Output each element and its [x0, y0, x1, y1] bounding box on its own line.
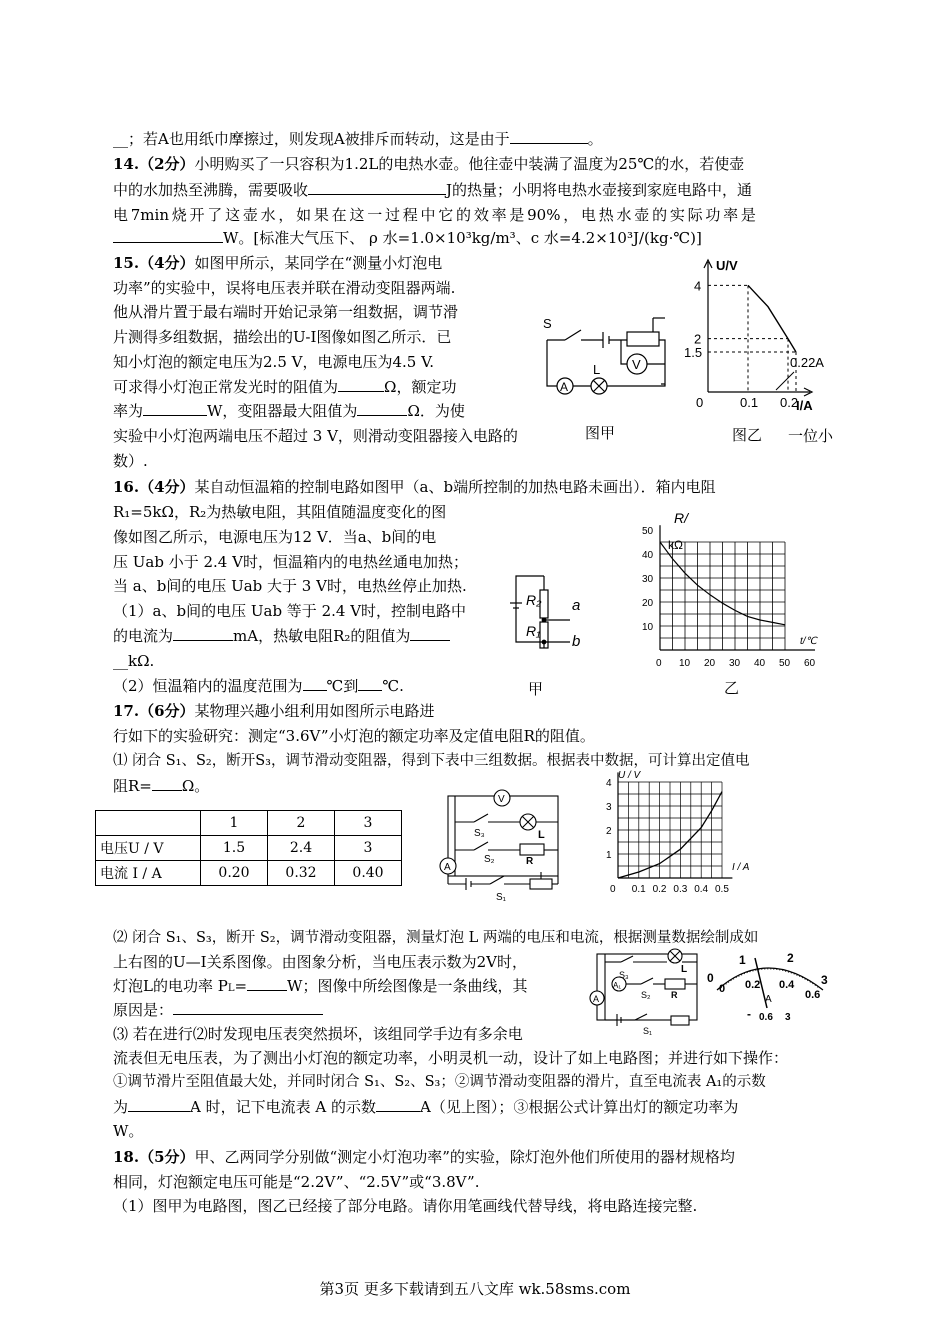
table-cell: 3: [335, 836, 402, 861]
ammeter-label: A: [444, 862, 451, 873]
x-axis-label: I/A: [796, 398, 813, 413]
q17-line-f: 上右图的U—I关系图像。由图象分析，当电压表示数为2V时，: [113, 953, 527, 971]
y-tick-label: 4: [606, 778, 612, 789]
table-cell: 0.40: [335, 861, 402, 886]
x-tick-label: 0.5: [715, 884, 729, 895]
series-line: [748, 285, 796, 352]
lamp-label: L: [593, 362, 601, 377]
blank[interactable]: [358, 676, 382, 691]
q16-graph: [640, 510, 820, 700]
blank[interactable]: [376, 1097, 420, 1112]
scale-label: 0.4: [779, 979, 795, 991]
table-cell: [96, 811, 201, 836]
x-axis-label: I / A: [732, 862, 750, 873]
s3-label: S₃: [474, 828, 485, 839]
q16-fig-yi-label: 乙: [724, 680, 740, 697]
y-tick-label: 40: [642, 550, 654, 561]
q15-fig-yi-label: 图乙: [732, 427, 763, 444]
q15-line-b: 功率”的实验中，误将电压表并联在滑动变阻器两端.: [113, 279, 456, 297]
table-row: [96, 861, 402, 886]
y-tick-label: 1: [606, 850, 612, 861]
table-cell: 2: [268, 811, 335, 836]
q17-line-c: ⑴ 闭合 S₁、S₂，断开S₃，调节滑动变阻器，得到下表中三组数据。根据表中数据，可计算出定值电: [113, 753, 750, 769]
q17-line-k: ①调节滑片至阻值最大处，并同时闭合 S₁、S₂、S₃；②调节滑动变阻器的滑片，直至电流表 A₁的示数: [113, 1074, 766, 1090]
q16-line-i: （2）恒温箱内的温度范围为 ℃到 ℃.: [113, 677, 404, 695]
q16-line-a: 16.（4分）某自动恒温箱的控制电路如图甲（a、b端所控制的加热电路未画出）．箱内电阻: [113, 478, 716, 496]
resistor-label: R: [526, 856, 534, 867]
q14-line-b: 中的水加热至沸腾，需要吸收 J的热量；小明将电热水壶接到家庭电路中，通: [113, 181, 753, 199]
y-axis-unit: kΩ: [668, 538, 683, 552]
footer: 第3页 更多下载请到五八文库 wk.58sms.com: [319, 1280, 631, 1298]
y-axis-label: R/: [674, 510, 688, 526]
x-tick-label: 0: [696, 395, 704, 410]
x-tick-label: 0: [610, 884, 616, 895]
terminal-label: 3: [785, 1012, 791, 1023]
y-tick-label: 3: [606, 802, 612, 813]
terminal-b-label: b: [572, 633, 581, 650]
q17-line-a: 17.（6分）某物理兴趣小组利用如图所示电路进: [113, 702, 435, 720]
y-tick-label: 2: [694, 331, 702, 347]
r2-label: R₂: [526, 592, 542, 608]
blank[interactable]: [152, 776, 182, 791]
blank[interactable]: [173, 1000, 323, 1015]
blank[interactable]: [510, 129, 588, 144]
q17-line-l: 为 A 时，记下电流表 A 的示数 A（见上图）；③根据公式计算出灯的额定功率为: [113, 1098, 739, 1116]
ammeter-dial: [705, 948, 835, 1028]
q15-graph: [684, 252, 830, 452]
x-tick-label: 40: [754, 658, 766, 669]
annotation-label: 0.22A: [790, 355, 824, 370]
x-tick-label: 0.1: [740, 395, 759, 410]
table-row: [96, 836, 402, 861]
blank[interactable]: [303, 676, 327, 691]
q16-fig-jia-label: 甲: [528, 681, 544, 698]
x-tick-label: 0.3: [673, 884, 688, 895]
scale-label: 1: [739, 953, 746, 967]
q14-line-d: W。[标准大气压下、 ρ 水=1.0×10³kg/m³、c 水=4.2×10³J/(kg·℃)]: [113, 228, 702, 248]
q16-line-e: 当 a、b间的电压 Uab 大于 3 V时，电热丝停止加热.: [113, 577, 467, 595]
s2-label: S₂: [484, 854, 495, 865]
q15-line-f: 可求得小灯泡正常发光时的阻值为 Ω，额定功: [113, 378, 457, 396]
q14-line-c: 电 7min 烧 开 了 这 壶 水 ， 如 果 在 这 一 过 程 中 它 的 效 率 是 90% ， 电 热 水 壶 的 实 际 功 率 是: [113, 206, 756, 224]
scale-label: 0.2: [745, 979, 761, 991]
y-axis-label: U/V: [716, 258, 738, 273]
y-tick-label: 10: [642, 622, 654, 633]
scale-label: 0: [707, 971, 714, 985]
y-tick-label: 2: [606, 826, 612, 837]
s3-label: S₃: [619, 970, 629, 980]
q18-line-a: 18.（5分）甲、乙两同学分别做“测定小灯泡功率”的实验，除灯泡外他们所使用的器材规格均: [113, 1148, 735, 1166]
voltmeter-label: V: [632, 357, 641, 372]
scale-label: 0.6: [805, 989, 821, 1001]
q16-line-c: 像如图乙所示，电源电压为12 V．当a、b间的电: [113, 528, 437, 546]
r1-label: R₁: [526, 623, 541, 639]
table-cell: 电压U / V: [96, 836, 201, 861]
q17-line-e: ⑵ 闭合 S₁、S₃，断开 S₂，调节滑动变阻器，测量灯泡 L 两端的电压和电流，根据测量数据绘制成如: [113, 930, 759, 946]
x-tick-label: 30: [729, 658, 741, 669]
x-tick-label: 50: [779, 658, 791, 669]
q15-line-h2: 一位小: [788, 427, 834, 445]
x-tick-label: 0.2: [652, 884, 667, 895]
terminal-label: -: [747, 1007, 751, 1021]
y-axis-label: U / V: [618, 770, 641, 781]
q16-line-g: 的电流为 mA，热敏电阻R₂的阻值为: [113, 626, 450, 646]
table-cell: 3: [335, 811, 402, 836]
ammeter-label: A: [560, 380, 569, 394]
scale-label: 2: [787, 951, 794, 965]
blank[interactable]: [113, 228, 223, 243]
q18-line-b: 相同，灯泡额定电压可能是“2.2V”、“2.5V”或“3.8V”.: [113, 1173, 480, 1191]
s2-label: S₂: [641, 990, 651, 1000]
q17-line-h: 原因是：: [113, 1000, 323, 1020]
table-cell: 1: [201, 811, 268, 836]
lamp-label: L: [681, 964, 688, 975]
x-tick-label: 0.1: [631, 884, 646, 895]
table-cell: 1.5: [201, 836, 268, 861]
table-cell: 0.20: [201, 861, 268, 886]
y-tick-label: 30: [642, 574, 654, 585]
q15-fig-jia-label: 图甲: [585, 425, 616, 442]
x-tick-label: 10: [679, 658, 691, 669]
q14-line-a: 14.（2分）小明购买了一只容积为1.2L的电热水壶。他往壶中装满了温度为25℃的水，若使壶: [113, 155, 745, 173]
lamp-label: L: [538, 829, 545, 841]
resistor-label: R: [671, 990, 678, 1000]
scale-label: 0: [719, 983, 726, 995]
table-cell: 电流 I / A: [96, 861, 201, 886]
table-cell: 0.32: [268, 861, 335, 886]
q18-line-c: （1）图甲为电路图，图乙已经接了部分电路。请你用笔画线代替导线，将电路连接完整.: [113, 1197, 698, 1215]
q17-line-m: W。: [113, 1122, 144, 1140]
y-tick-label: 4: [694, 278, 702, 294]
data-table: [95, 810, 402, 886]
scale-label: 3: [821, 973, 828, 987]
y-tick-label: 20: [642, 598, 654, 609]
q15-line-g: 率为 W，变阻器最大阻值为 Ω．为使: [113, 402, 465, 420]
q15-line-a: 15.（4分）如图甲所示，某同学在“测量小灯泡电: [113, 254, 443, 272]
q16-line-h: __kΩ.: [113, 652, 155, 670]
q15-circuit: [535, 310, 670, 440]
q17-line-d: 阻R= Ω。: [113, 777, 210, 795]
terminal-label: 0.6: [759, 1012, 773, 1023]
blank[interactable]: [357, 401, 407, 416]
blank[interactable]: [247, 976, 287, 991]
x-tick-label: 0.4: [694, 884, 709, 895]
voltmeter-label: V: [498, 794, 505, 805]
q16-line-d: 压 Uab 小于 2.4 V时，恒温箱内的电热丝通电加热；: [113, 553, 468, 571]
q17-line-i: ⑶ 若在进行⑵时发现电压表突然损坏，该组同学手边有多余电: [113, 1025, 523, 1043]
x-tick-label: 20: [704, 658, 716, 669]
s1-label: S₁: [643, 1026, 653, 1036]
q16-line-b: R₁=5kΩ，R₂为热敏电阻，其阻值随温度变化的图: [113, 503, 447, 521]
blank[interactable]: [410, 626, 450, 641]
q15-line-h: 实验中小灯泡两端电压不超过 3 V，则滑动变阻器接入电路的: [113, 427, 518, 445]
q16-line-f: （1）a、b间的电压 Uab 等于 2.4 V时，控制电路中: [113, 602, 467, 620]
q17-circuit-2: [585, 948, 705, 1038]
y-tick-label: 50: [642, 526, 654, 537]
q17-graph: [598, 768, 748, 898]
ammeter-label: A: [593, 994, 600, 1004]
x-tick-label: 0.2: [780, 395, 799, 410]
x-axis-label: t/℃: [800, 636, 817, 647]
line-1: __；若A也用纸巾摩擦过，则发现A被排斥而转动，这是由于 。: [113, 130, 603, 148]
blank[interactable]: [308, 180, 446, 195]
blank[interactable]: [128, 1097, 190, 1112]
q15-line-c: 他从滑片置于最右端时开始记录第一组数据，调节滑: [113, 303, 459, 321]
a1-label: A₁: [613, 981, 622, 990]
q15-line-i: 数）.: [113, 452, 148, 470]
x-tick-label: 0: [656, 658, 662, 669]
x-tick-label: 60: [804, 658, 816, 669]
unit-label: A: [765, 994, 772, 1005]
blank[interactable]: [143, 401, 207, 416]
y-tick-label: 1.5: [684, 345, 703, 360]
q15-line-e: 知小灯泡的额定电压为2.5 V，电源电压为4.5 V.: [113, 353, 435, 371]
s1-label: S₁: [496, 892, 507, 903]
q16-circuit: [508, 570, 608, 700]
table-header-row: [96, 811, 402, 836]
switch-label: S: [543, 316, 552, 331]
q17-line-g: 灯泡L的电功率 PL= W；图像中所绘图像是一条曲线，其: [113, 977, 528, 995]
q17-line-j: 流表但无电压表，为了测出小灯泡的额定功率，小明灵机一动，设计了如上电路图；并进行如下操作：: [113, 1049, 789, 1067]
blank[interactable]: [338, 377, 384, 392]
q17-circuit: [430, 792, 565, 907]
terminal-a-label: a: [572, 597, 581, 614]
table-cell: 2.4: [268, 836, 335, 861]
q15-line-d: 片测得多组数据，描绘出的U-I图像如图乙所示．已: [113, 328, 452, 346]
blank[interactable]: [173, 626, 233, 641]
q17-line-b: 行如下的实验研究：测定“3.6V”小灯泡的额定功率及定值电阻R的阻值。: [113, 727, 595, 745]
